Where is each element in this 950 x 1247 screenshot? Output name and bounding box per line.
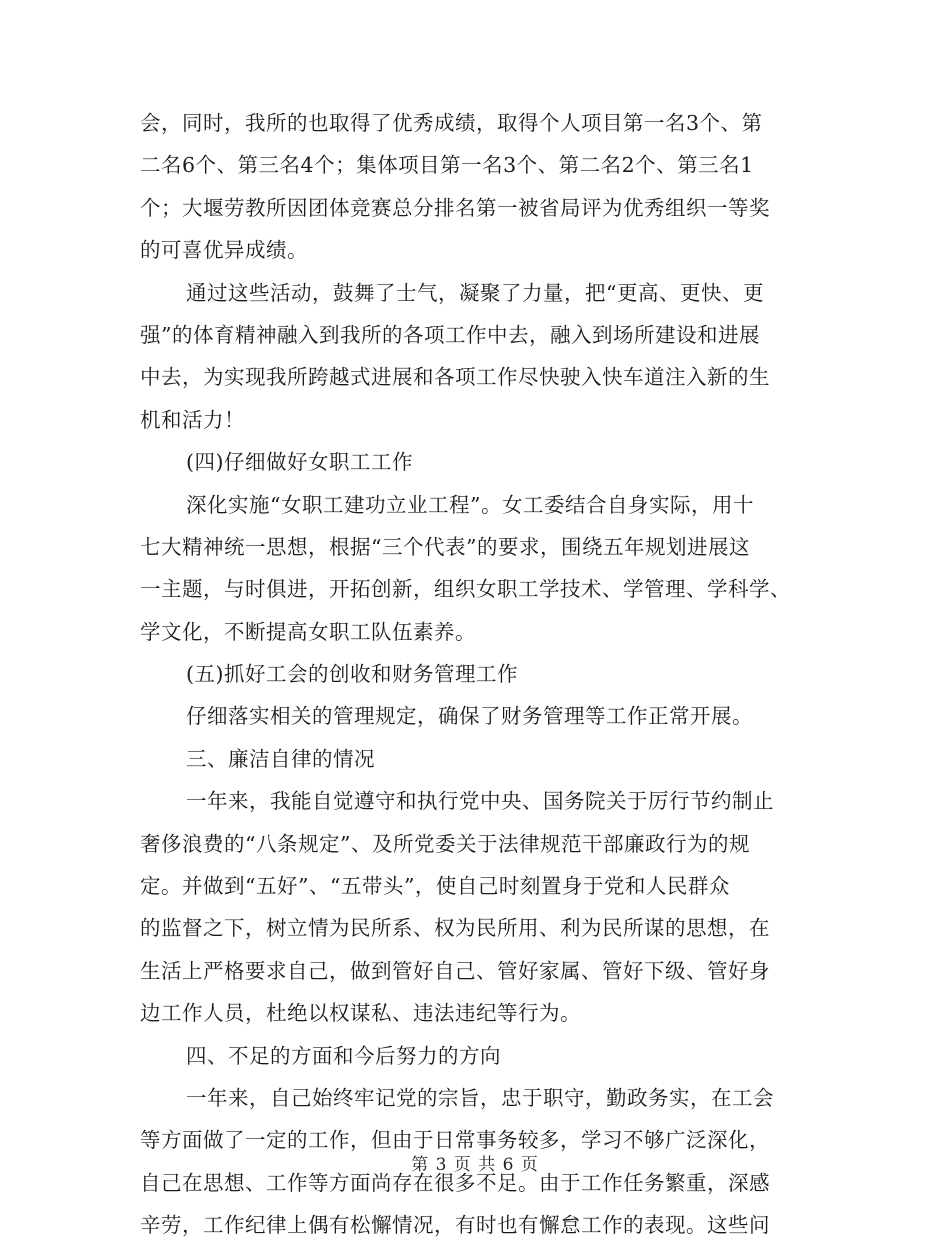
text-line: 等方面做了一定的工作，但由于日常事务较多，学习不够广泛深化， <box>140 1128 770 1153</box>
text-line: 生活上严格要求自己，做到管好自己、管好家属、管好下级、管好身 <box>140 958 770 983</box>
text-line: 个；大堰劳教所因团体竞赛总分排名第一被省局评为优秀组织一等奖 <box>140 195 770 220</box>
text-line: 强”的体育精神融入到我所的各项工作中去，融入到场所建设和进展 <box>140 322 760 347</box>
text-line: 四、不足的方面和今后努力的方向 <box>186 1043 501 1068</box>
text-line: 会，同时，我所的也取得了优秀成绩，取得个人项目第一名3个、第 <box>140 111 763 135</box>
document-body <box>140 102 816 1247</box>
page-footer: 第 3 页 共 6 页 <box>411 1155 539 1175</box>
text-line: 一年来，自己始终牢记党的宗旨，忠于职守，勤政务实，在工会 <box>186 1085 774 1110</box>
text-line: (五)抓好工会的创收和财务管理工作 <box>186 662 518 687</box>
text-line: 一年来，我能自觉遵守和执行党中央、国务院关于厉行节约制止 <box>186 789 774 814</box>
text-line: (四)仔细做好女职工工作 <box>186 450 413 475</box>
text-line: 定。并做到“五好”、“五带头”，使自己时刻置身于党和人民群众 <box>140 874 730 899</box>
text-line: 辛劳，工作纪律上偶有松懈情况，有时也有懈怠工作的表现。这些问 <box>140 1213 770 1238</box>
text-line: 中去，为实现我所跨越式进展和各项工作尽快驶入快车道注入新的生 <box>140 365 770 390</box>
text-line: 奢侈浪费的“八条规定”、及所党委关于法律规范干部廉政行为的规 <box>140 831 750 856</box>
text-line: 深化实施“女职工建功立业工程”。女工委结合自身实际，用十 <box>186 492 754 517</box>
text-line: 自己在思想、工作等方面尚存在很多不足。由于工作任务繁重，深感 <box>140 1170 770 1195</box>
text-line: 的监督之下，树立情为民所系、权为民所用、利为民所谋的思想，在 <box>140 916 770 941</box>
text-line: 三、廉洁自律的情况 <box>186 746 375 771</box>
text-line: 机和活力！ <box>140 407 245 432</box>
text-line: 通过这些活动，鼓舞了士气，凝聚了力量，把“更高、更快、更 <box>186 280 764 305</box>
text-line: 二名6个、第三名4个；集体项目第一名3个、第二名2个、第三名1 <box>140 153 754 178</box>
text-line: 七大精神统一思想，根据“三个代表”的要求，围绕五年规划进展这 <box>140 534 750 559</box>
text-line: 边工作人员，杜绝以权谋私、违法违纪等行为。 <box>140 1001 581 1026</box>
text-line: 学文化，不断提高女职工队伍素养。 <box>140 619 476 644</box>
text-line: 的可喜优异成绩。 <box>140 238 308 263</box>
text-line: 仔细落实相关的管理规定，确保了财务管理等工作正常开展。 <box>186 704 753 729</box>
text-line: 一主题，与时俱进，开拓创新，组织女职工学技术、学管理、学科学、 <box>140 577 791 602</box>
